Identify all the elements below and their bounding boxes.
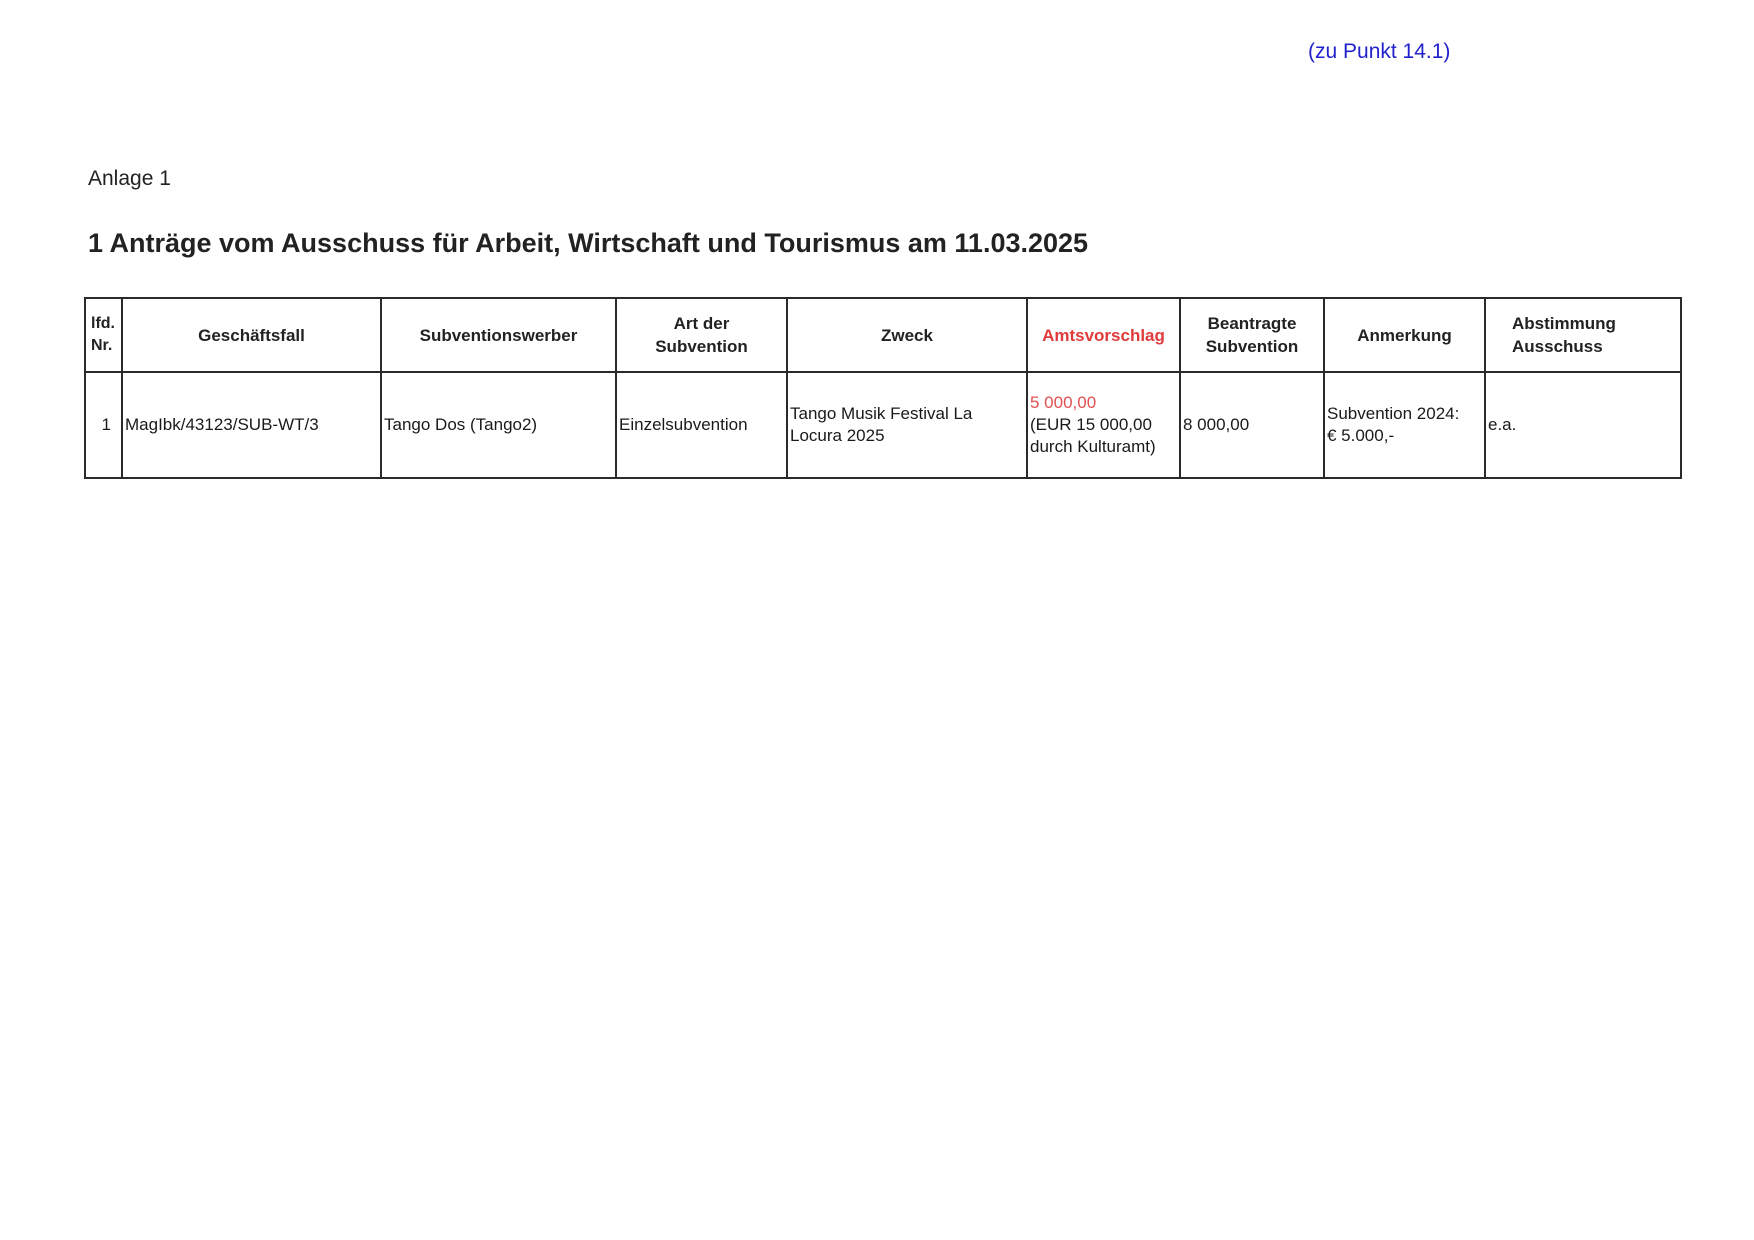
cell-geschaeftsfall: MagIbk/43123/SUB-WT/3 — [122, 372, 381, 478]
header-art: Art der Subvention — [616, 298, 787, 372]
cell-subventionswerber: Tango Dos (Tango2) — [381, 372, 616, 478]
cell-amtsvorschlag: 5 000,00 (EUR 15 000,00 durch Kulturamt) — [1027, 372, 1180, 478]
cell-beantragte: 8 000,00 — [1180, 372, 1324, 478]
header-abstimmung: Abstimmung Ausschuss — [1485, 298, 1681, 372]
cell-zweck: Tango Musik Festival La Locura 2025 — [787, 372, 1027, 478]
page-title: 1 Anträge vom Ausschuss für Arbeit, Wirtschaft und Tourismus am 11.03.2025 — [88, 228, 1089, 258]
header-nr: lfd. Nr. — [85, 298, 122, 372]
header-anmerkung: Anmerkung — [1324, 298, 1485, 372]
annex-label: Anlage 1 — [88, 167, 171, 190]
agenda-reference: (zu Punkt 14.1) — [1308, 40, 1451, 63]
cell-anmerkung: Subvention 2024: € 5.000,- — [1324, 372, 1485, 478]
header-geschaeftsfall: Geschäftsfall — [122, 298, 381, 372]
table-row — [85, 372, 1681, 478]
subsidy-table — [84, 297, 1682, 479]
cell-nr: 1 — [85, 372, 122, 478]
header-zweck: Zweck — [787, 298, 1027, 372]
header-amtsvorschlag: Amtsvorschlag — [1027, 298, 1180, 372]
table-header-row — [85, 298, 1681, 372]
cell-art: Einzelsubvention — [616, 372, 787, 478]
amtsvorschlag-value: 5 000,00 — [1030, 393, 1097, 412]
header-beantragte: Beantragte Subvention — [1180, 298, 1324, 372]
header-subventionswerber: Subventionswerber — [381, 298, 616, 372]
cell-abstimmung: e.a. — [1485, 372, 1681, 478]
